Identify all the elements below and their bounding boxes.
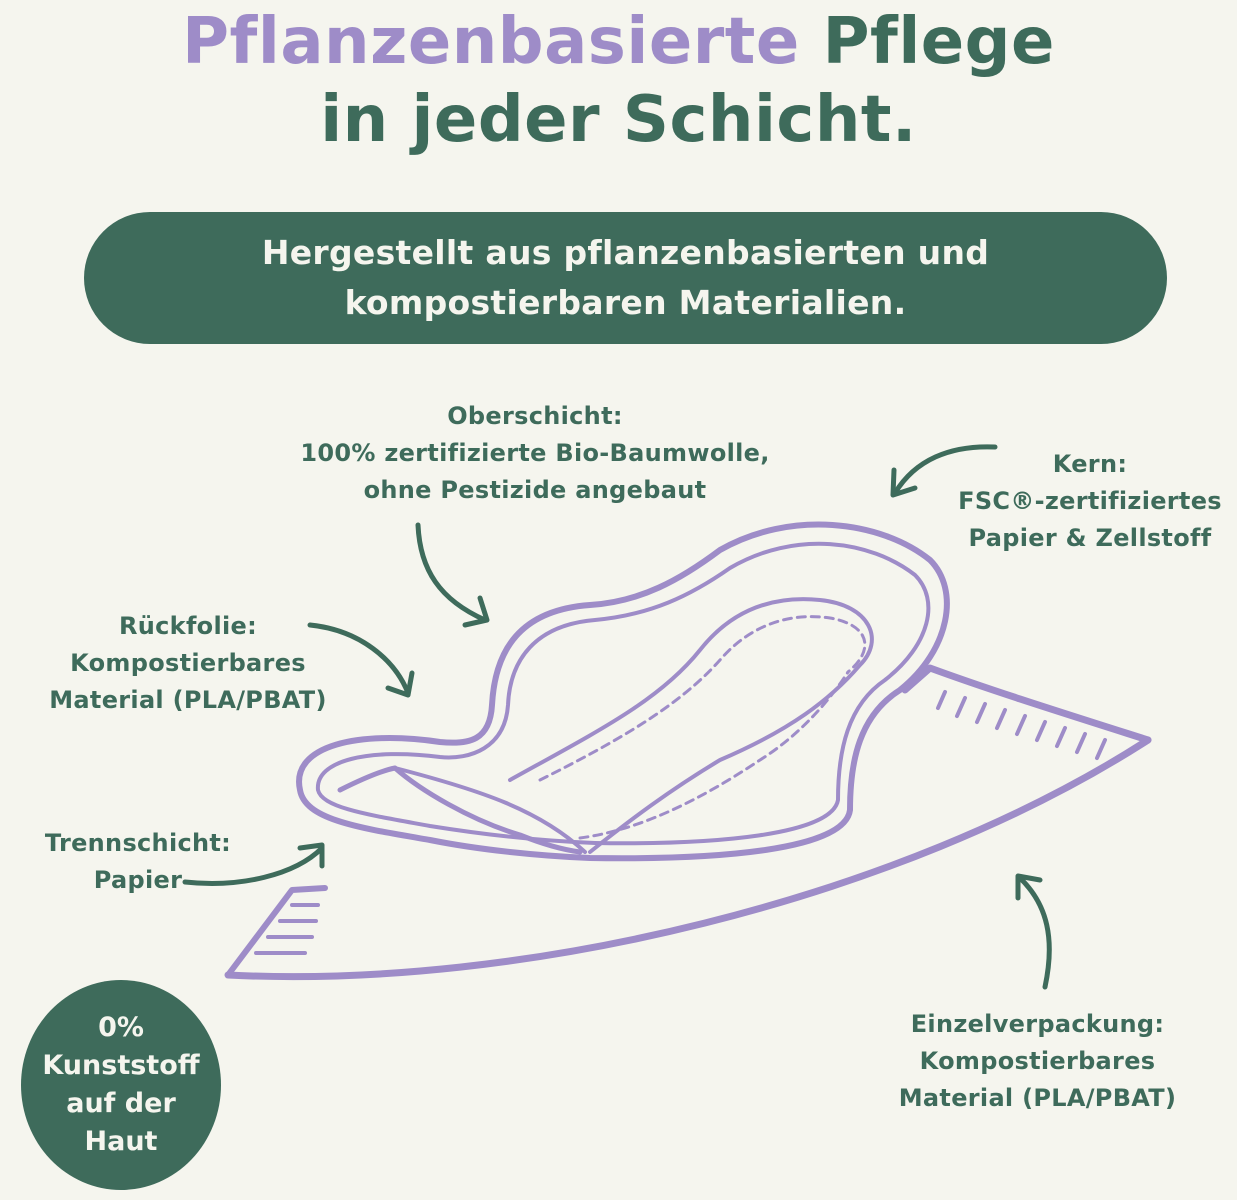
banner-line-1: Hergestellt aus pflanzenbasierten und: [261, 233, 990, 272]
label-rueckfolie-line-2: Kompostierbares: [70, 649, 306, 677]
badge-line-1: 0%: [98, 1012, 144, 1043]
label-oberschicht-line-2: 100% zertifizierte Bio-Baumwolle,: [300, 439, 770, 467]
arrow-oberschicht: [418, 525, 485, 620]
title-accent: Pflanzenbasierte: [182, 5, 800, 79]
plastic-free-badge: [21, 980, 221, 1190]
wrapper-illustration: [228, 668, 1148, 977]
label-kern-line-3: Papier & Zellstoff: [968, 524, 1212, 552]
label-trennschicht: [18, 825, 258, 899]
badge-line-4: Haut: [84, 1126, 158, 1157]
label-trennschicht-line-2: Papier: [93, 866, 183, 894]
label-einzelverpackung-title: Einzelverpackung:: [910, 1010, 1165, 1038]
label-einzelverpackung: [870, 1006, 1205, 1117]
label-rueckfolie: [28, 608, 348, 719]
page-title-line-2: in jeder Schicht.: [320, 83, 917, 157]
label-kern-line-2: FSC®-zertifiziertes: [958, 487, 1222, 515]
label-einzelverpackung-line-3: Material (PLA/PBAT): [898, 1084, 1177, 1112]
label-kern: [940, 446, 1237, 557]
label-einzelverpackung-line-2: Kompostierbares: [919, 1047, 1156, 1075]
title-rest: Pflege: [822, 5, 1055, 79]
label-rueckfolie-title: Rückfolie:: [118, 612, 257, 640]
label-rueckfolie-line-3: Material (PLA/PBAT): [49, 686, 327, 714]
label-kern-title: Kern:: [1052, 450, 1128, 478]
badge-line-3: auf der: [66, 1088, 176, 1119]
label-oberschicht-title: Oberschicht:: [447, 402, 623, 430]
label-trennschicht-title: Trennschicht:: [44, 829, 232, 857]
arrow-einzelverpackung: [1020, 878, 1049, 987]
label-oberschicht: [240, 398, 830, 509]
banner-line-2: kompostierbaren Materialien.: [344, 283, 907, 322]
label-oberschicht-line-3: ohne Pestizide angebaut: [363, 476, 707, 504]
badge-line-2: Kunststoff: [42, 1050, 200, 1081]
